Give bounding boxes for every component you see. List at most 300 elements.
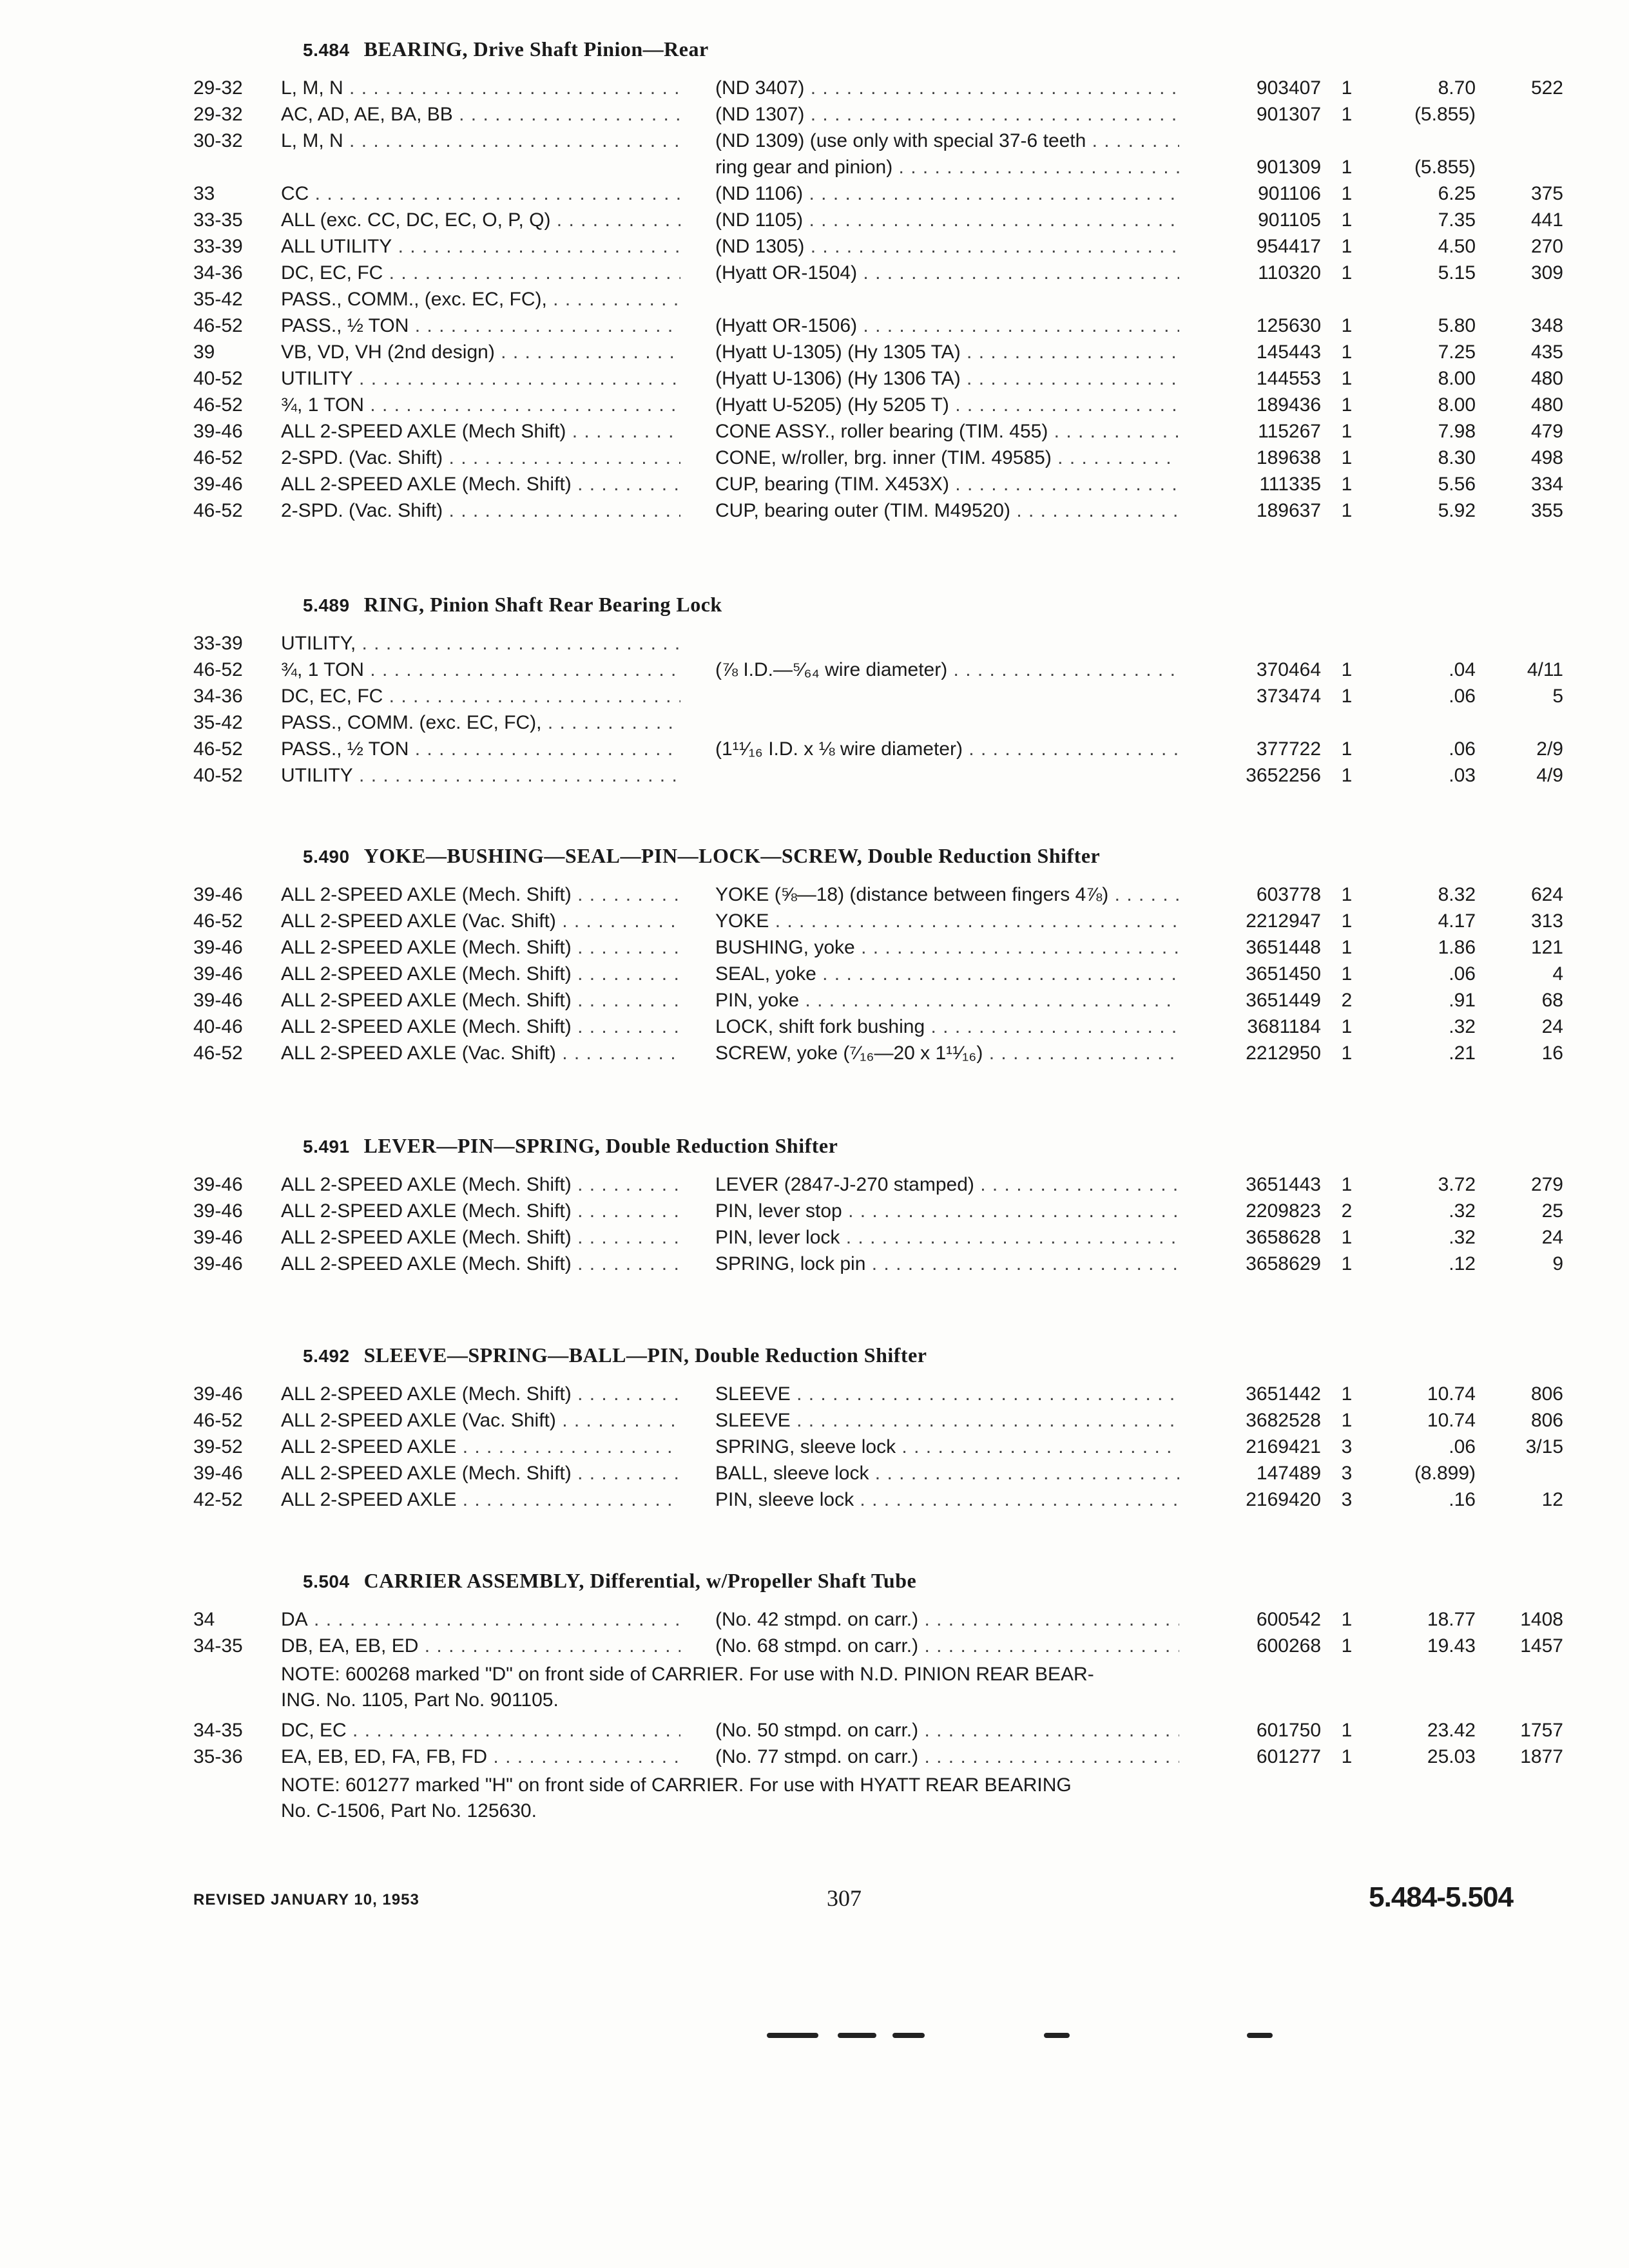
description-text: (No. 77 stmpd. on carr.) . . . xyxy=(715,1746,1179,1768)
year-cell: 34 xyxy=(193,1609,215,1630)
part-number-cell: 2212947 xyxy=(1246,910,1321,932)
table-row xyxy=(193,1461,1534,1488)
table-row xyxy=(193,155,1534,182)
table-row xyxy=(193,631,1534,658)
model-text: VB, VD, VH (2nd design) . . . xyxy=(281,341,680,363)
model-text: DA . . . xyxy=(281,1609,680,1631)
price-cell: 8.00 xyxy=(1438,394,1476,416)
weight-cell: 334 xyxy=(1530,474,1563,495)
section-title xyxy=(303,1343,1534,1382)
scan-mark xyxy=(1044,2033,1070,2038)
price-cell: .06 xyxy=(1449,738,1476,760)
quantity-cell: 2 xyxy=(1341,990,1353,1011)
part-number-cell: 373474 xyxy=(1256,686,1321,707)
section-number: 5.490 xyxy=(303,847,350,867)
model-text: ALL 2-SPEED AXLE (Mech. Shift) . . . xyxy=(281,937,680,959)
year-cell: 42-52 xyxy=(193,1489,243,1510)
description-text: (ND 1305) . . . xyxy=(715,236,1179,258)
part-number-cell: 145443 xyxy=(1256,341,1321,363)
table-row xyxy=(193,1199,1563,1225)
table-row xyxy=(193,1435,1563,1461)
weight-cell: 480 xyxy=(1530,368,1563,389)
weight-cell: 5 xyxy=(1552,686,1563,707)
model-text: DC, EC, FC . . . xyxy=(281,686,680,707)
section-title xyxy=(303,1134,1534,1173)
quantity-cell: 1 xyxy=(1341,368,1353,389)
part-number-cell: 3651448 xyxy=(1246,937,1321,958)
part-number-cell: 3651442 xyxy=(1246,1383,1321,1405)
year-cell: 39-46 xyxy=(193,1253,243,1274)
weight-cell: 375 xyxy=(1530,183,1563,204)
part-number-cell: 901309 xyxy=(1256,157,1321,178)
table-row xyxy=(193,737,1563,764)
section-5-489 xyxy=(193,593,1563,790)
weight-cell: 1408 xyxy=(1520,1609,1563,1630)
description-text: (No. 68 stmpd. on carr.) . . . xyxy=(715,1635,1179,1657)
model-text: DC, EC, FC . . . xyxy=(281,262,680,284)
description-text: (ND 1105) . . . xyxy=(715,209,1179,231)
part-number-cell: 115267 xyxy=(1258,421,1321,442)
part-number-cell: 377722 xyxy=(1256,738,1321,760)
page-number: 307 xyxy=(827,1885,862,1911)
quantity-cell: 1 xyxy=(1341,474,1353,495)
description-cell xyxy=(715,712,1379,734)
section-5-504 xyxy=(193,1569,1563,1829)
section-heading: CARRIER ASSEMBLY, Differential, w/Propeller Shaft Tube xyxy=(363,1569,917,1592)
year-cell: 39-46 xyxy=(193,937,243,958)
weight-cell: 313 xyxy=(1530,910,1563,932)
scan-mark xyxy=(892,2033,925,2038)
model-text: ALL (exc. CC, DC, EC, O, P, Q) . . . xyxy=(281,209,680,231)
price-cell: 8.00 xyxy=(1438,368,1476,389)
model-text: L, M, N . . . xyxy=(281,77,680,99)
table-row xyxy=(193,76,1563,102)
description-text: (⅞ I.D.—⁵⁄₆₄ wire diameter) . . . xyxy=(715,659,1179,681)
weight-cell: 1877 xyxy=(1520,1746,1563,1767)
price-cell: (8.899) xyxy=(1414,1463,1476,1484)
quantity-cell: 1 xyxy=(1341,1016,1353,1037)
quantity-cell: 3 xyxy=(1341,1436,1353,1457)
description-text: SEAL, yoke . . . xyxy=(715,963,1179,985)
year-cell: 39-46 xyxy=(193,1174,243,1195)
table-row xyxy=(193,287,1534,314)
year-cell: 46-52 xyxy=(193,659,243,680)
table-row xyxy=(193,909,1563,936)
description-text: CONE ASSY., roller bearing (TIM. 455) . . . xyxy=(715,421,1179,443)
quantity-cell: 1 xyxy=(1341,686,1353,707)
quantity-cell: 1 xyxy=(1341,1635,1353,1657)
model-text: ALL 2-SPEED AXLE (Mech. Shift) . . . xyxy=(281,1200,680,1222)
description-text: (Hyatt OR-1504) . . . xyxy=(715,262,1179,284)
model-text: ALL 2-SPEED AXLE (Mech. Shift) . . . xyxy=(281,1253,680,1275)
model-text: ALL 2-SPEED AXLE (Mech Shift) . . . xyxy=(281,421,680,443)
model-text: ALL 2-SPEED AXLE (Mech. Shift) . . . xyxy=(281,963,680,985)
weight-cell: 2/9 xyxy=(1536,738,1563,760)
part-number-cell: 110320 xyxy=(1258,262,1321,284)
description-text: (Hyatt OR-1506) . . . xyxy=(715,315,1179,337)
model-text: ¾, 1 TON . . . xyxy=(281,394,680,416)
table-row xyxy=(193,764,1563,790)
weight-cell: 16 xyxy=(1541,1043,1563,1064)
description-text: BUSHING, yoke . . . xyxy=(715,937,1179,959)
model-text: EA, EB, ED, FA, FB, FD . . . xyxy=(281,1746,680,1768)
quantity-cell: 1 xyxy=(1341,910,1353,932)
model-text: ALL 2-SPEED AXLE (Mech. Shift) . . . xyxy=(281,474,680,495)
part-number-cell: 3652256 xyxy=(1246,765,1321,786)
year-cell: 39-46 xyxy=(193,963,243,985)
weight-cell: 309 xyxy=(1530,262,1563,284)
model-text: 2-SPD. (Vac. Shift) . . . xyxy=(281,447,680,469)
price-cell: .03 xyxy=(1449,765,1476,786)
quantity-cell: 1 xyxy=(1341,394,1353,416)
quantity-cell: 1 xyxy=(1341,183,1353,204)
quantity-cell: 1 xyxy=(1341,341,1353,363)
year-cell: 40-46 xyxy=(193,1016,243,1037)
section-heading: BEARING, Drive Shaft Pinion—Rear xyxy=(363,37,709,61)
weight-cell: 4/9 xyxy=(1536,765,1563,786)
year-cell: 39-46 xyxy=(193,421,243,442)
price-cell: 7.35 xyxy=(1438,209,1476,231)
table-row xyxy=(193,367,1563,393)
section-heading: SLEEVE—SPRING—BALL—PIN, Double Reduction Shifter xyxy=(363,1343,927,1367)
table-row xyxy=(193,472,1563,499)
quantity-cell: 1 xyxy=(1341,1043,1353,1064)
weight-cell: 121 xyxy=(1530,937,1563,958)
quantity-cell: 3 xyxy=(1341,1489,1353,1510)
model-text: PASS., ½ TON . . . xyxy=(281,315,680,337)
part-number-cell: 189637 xyxy=(1256,500,1321,521)
description-text: (No. 50 stmpd. on carr.) . . . xyxy=(715,1720,1179,1742)
price-cell: .32 xyxy=(1449,1200,1476,1222)
weight-cell: 441 xyxy=(1530,209,1563,231)
quantity-cell: 1 xyxy=(1341,447,1353,468)
price-cell: .21 xyxy=(1449,1043,1476,1064)
quantity-cell: 1 xyxy=(1341,209,1353,231)
table-row xyxy=(193,711,1534,737)
weight-cell: 24 xyxy=(1541,1016,1563,1037)
table-row xyxy=(193,102,1534,129)
part-number-cell: 370464 xyxy=(1256,659,1321,680)
section-5-492 xyxy=(193,1343,1563,1514)
year-cell: 33-35 xyxy=(193,209,243,231)
part-number-cell: 189638 xyxy=(1256,447,1321,468)
model-text: L, M, N . . . xyxy=(281,130,680,152)
table-row xyxy=(193,1225,1563,1252)
section-title xyxy=(303,593,1534,631)
model-text: ALL 2-SPEED AXLE (Vac. Shift) . . . xyxy=(281,1043,680,1064)
table-row xyxy=(193,1408,1563,1435)
year-cell: 46-52 xyxy=(193,315,243,336)
description-text: SPRING, sleeve lock . . . xyxy=(715,1436,1179,1458)
table-row xyxy=(193,340,1563,367)
year-cell: 33-39 xyxy=(193,236,243,257)
weight-cell: 355 xyxy=(1530,500,1563,521)
price-cell: 5.56 xyxy=(1438,474,1476,495)
year-cell: 40-52 xyxy=(193,368,243,389)
table-row xyxy=(193,182,1563,208)
description-text: (ND 1309) (use only with special 37-6 teeth . . . xyxy=(715,130,1179,152)
table-row xyxy=(193,1608,1563,1634)
year-cell: 35-36 xyxy=(193,1746,243,1767)
weight-cell: 498 xyxy=(1530,447,1563,468)
quantity-cell: 2 xyxy=(1341,1200,1353,1222)
weight-cell: 9 xyxy=(1552,1253,1563,1274)
part-number-cell: 600268 xyxy=(1256,1635,1321,1657)
quantity-cell: 1 xyxy=(1341,765,1353,786)
quantity-cell: 1 xyxy=(1341,1746,1353,1767)
table-row xyxy=(193,1173,1563,1199)
quantity-cell: 1 xyxy=(1341,421,1353,442)
model-text: DB, EA, EB, ED . . . xyxy=(281,1635,680,1657)
weight-cell: 348 xyxy=(1530,315,1563,336)
price-cell: .32 xyxy=(1449,1227,1476,1248)
quantity-cell: 1 xyxy=(1341,500,1353,521)
price-cell: .32 xyxy=(1449,1016,1476,1037)
model-text: ALL 2-SPEED AXLE (Vac. Shift) . . . xyxy=(281,910,680,932)
description-text: (Hyatt U-1306) (Hy 1306 TA) . . . xyxy=(715,368,1179,390)
section-heading: LEVER—PIN—SPRING, Double Reduction Shifter xyxy=(363,1134,838,1157)
description-cell xyxy=(715,633,1379,655)
weight-cell: 68 xyxy=(1541,990,1563,1011)
description-text: SPRING, lock pin . . . xyxy=(715,1253,1179,1275)
price-cell: 7.25 xyxy=(1438,341,1476,363)
table-row xyxy=(193,446,1563,472)
description-text: SLEEVE . . . xyxy=(715,1383,1179,1405)
price-cell: 1.86 xyxy=(1438,937,1476,958)
weight-cell: 806 xyxy=(1530,1410,1563,1431)
model-text: ALL 2-SPEED AXLE (Mech. Shift) . . . xyxy=(281,884,680,906)
part-number-cell: 3651443 xyxy=(1246,1174,1321,1195)
part-number-cell: 189436 xyxy=(1256,394,1321,416)
note-text: NOTE: 601277 marked "H" on front side of CARRIER. For use with HYATT REAR BEARING No. C-1506, Part No. 125630. xyxy=(281,1774,1072,1821)
price-cell: .16 xyxy=(1449,1489,1476,1510)
description-text: LOCK, shift fork bushing . . . xyxy=(715,1016,1179,1038)
part-number-cell: 125630 xyxy=(1256,315,1321,336)
description-text: ring gear and pinion) . . . xyxy=(715,157,1179,178)
section-title xyxy=(303,844,1534,883)
price-cell: 4.17 xyxy=(1438,910,1476,932)
section-heading: YOKE—BUSHING—SEAL—PIN—LOCK—SCREW, Double Reduction Shifter xyxy=(363,844,1101,867)
table-row xyxy=(193,261,1563,287)
year-cell: 35-42 xyxy=(193,712,243,733)
quantity-cell: 1 xyxy=(1341,738,1353,760)
model-text: PASS., COMM. (exc. EC, FC), . . . xyxy=(281,712,680,734)
year-cell: 29-32 xyxy=(193,77,243,99)
part-number-cell: 901106 xyxy=(1258,183,1321,204)
model-text: ALL 2-SPEED AXLE (Mech. Shift) . . . xyxy=(281,1174,680,1196)
section-number: 5.484 xyxy=(303,40,350,60)
table-row xyxy=(193,419,1563,446)
year-cell: 39-46 xyxy=(193,884,243,905)
section-number: 5.489 xyxy=(303,595,350,615)
model-text: ALL 2-SPEED AXLE . . . xyxy=(281,1489,680,1511)
year-cell: 34-36 xyxy=(193,686,243,707)
table-row xyxy=(193,208,1563,235)
description-text: YOKE (⅝—18) (distance between fingers 4⅞) . . . xyxy=(715,884,1179,906)
table-row xyxy=(193,684,1563,711)
weight-cell: 4 xyxy=(1552,963,1563,985)
quantity-cell: 1 xyxy=(1341,659,1353,680)
year-cell: 39-52 xyxy=(193,1436,243,1457)
model-text: PASS., ½ TON . . . xyxy=(281,738,680,760)
weight-cell: 24 xyxy=(1541,1227,1563,1248)
quantity-cell: 1 xyxy=(1341,315,1353,336)
year-cell: 39-46 xyxy=(193,1383,243,1405)
table-row xyxy=(193,988,1563,1015)
part-number-cell: 2212950 xyxy=(1246,1043,1321,1064)
part-number-cell: 2169421 xyxy=(1246,1436,1321,1457)
weight-cell: 435 xyxy=(1530,341,1563,363)
table-row xyxy=(193,499,1563,525)
price-cell: 10.74 xyxy=(1427,1410,1476,1431)
section-number: 5.491 xyxy=(303,1137,350,1157)
year-cell: 46-52 xyxy=(193,1043,243,1064)
quantity-cell: 1 xyxy=(1341,1253,1353,1274)
year-cell: 29-32 xyxy=(193,104,243,125)
table-row xyxy=(193,1488,1563,1514)
year-cell: 46-52 xyxy=(193,394,243,416)
model-text: ALL 2-SPEED AXLE (Vac. Shift) . . . xyxy=(281,1410,680,1432)
price-cell: 8.70 xyxy=(1438,77,1476,99)
parts-table xyxy=(193,76,1563,525)
model-text: ALL 2-SPEED AXLE . . . xyxy=(281,1436,680,1458)
quantity-cell: 1 xyxy=(1341,104,1353,125)
section-5-491 xyxy=(193,1134,1563,1278)
year-cell: 40-52 xyxy=(193,765,243,786)
table-row xyxy=(193,235,1563,261)
part-number-cell: 3658629 xyxy=(1246,1253,1321,1274)
model-text: ALL 2-SPEED AXLE (Mech. Shift) . . . xyxy=(281,1016,680,1038)
description-text: (Hyatt U-1305) (Hy 1305 TA) . . . xyxy=(715,341,1179,363)
description-text: (1¹¹⁄₁₆ I.D. x ⅛ wire diameter) . . . xyxy=(715,738,1179,760)
year-cell: 46-52 xyxy=(193,500,243,521)
part-number-cell: 3682528 xyxy=(1246,1410,1321,1431)
part-number-cell: 144553 xyxy=(1256,368,1321,389)
table-row xyxy=(193,936,1563,962)
description-text: (ND 1106) . . . xyxy=(715,183,1179,205)
price-cell: .06 xyxy=(1449,686,1476,707)
price-cell: 18.77 xyxy=(1427,1609,1476,1630)
model-text: ALL 2-SPEED AXLE (Mech. Shift) . . . xyxy=(281,990,680,1012)
year-cell: 30-32 xyxy=(193,130,243,151)
part-number-cell: 603778 xyxy=(1256,884,1321,905)
part-number-cell: 147489 xyxy=(1256,1463,1321,1484)
weight-cell: 4/11 xyxy=(1527,659,1563,680)
table-row xyxy=(193,393,1563,419)
weight-cell: 25 xyxy=(1541,1200,1563,1222)
model-text: CC . . . xyxy=(281,183,680,205)
quantity-cell: 1 xyxy=(1341,1174,1353,1195)
description-text: PIN, yoke . . . xyxy=(715,990,1179,1012)
price-cell: 25.03 xyxy=(1427,1746,1476,1767)
description-cell xyxy=(715,130,1379,157)
year-cell: 39-46 xyxy=(193,1227,243,1248)
model-text: ALL 2-SPEED AXLE (Mech. Shift) . . . xyxy=(281,1383,680,1405)
part-number-cell: 111335 xyxy=(1259,474,1321,495)
price-cell: 6.25 xyxy=(1438,183,1476,204)
price-cell: 8.32 xyxy=(1438,884,1476,905)
table-row xyxy=(193,1718,1563,1745)
part-number-cell: 954417 xyxy=(1256,236,1321,257)
description-text: CUP, bearing outer (TIM. M49520) . . . xyxy=(715,500,1179,522)
table-row xyxy=(193,1745,1563,1771)
price-cell: 4.50 xyxy=(1438,236,1476,257)
section-number: 5.504 xyxy=(303,1571,350,1591)
quantity-cell: 1 xyxy=(1341,236,1353,257)
model-text: UTILITY . . . xyxy=(281,368,680,390)
part-number-cell: 3658628 xyxy=(1246,1227,1321,1248)
price-cell: .91 xyxy=(1449,990,1476,1011)
description-text: PIN, sleeve lock . . . xyxy=(715,1489,1179,1511)
price-cell: 3.72 xyxy=(1438,1174,1476,1195)
scan-mark xyxy=(838,2033,876,2038)
year-cell: 39 xyxy=(193,341,215,363)
price-cell: .06 xyxy=(1449,963,1476,985)
part-number-cell: 601750 xyxy=(1256,1720,1321,1741)
year-cell: 39-46 xyxy=(193,1463,243,1484)
table-row xyxy=(193,1041,1563,1068)
price-cell: 5.15 xyxy=(1438,262,1476,284)
table-row xyxy=(193,1252,1563,1278)
part-number-cell: 901307 xyxy=(1256,104,1321,125)
part-number-cell: 901105 xyxy=(1258,209,1321,231)
model-text: ¾, 1 TON . . . xyxy=(281,659,680,681)
model-text: 2-SPD. (Vac. Shift) . . . xyxy=(281,500,680,522)
price-cell: 5.92 xyxy=(1438,500,1476,521)
weight-cell: 12 xyxy=(1541,1489,1563,1510)
year-cell: 34-35 xyxy=(193,1635,243,1657)
weight-cell: 1757 xyxy=(1520,1720,1563,1741)
year-cell: 39-46 xyxy=(193,990,243,1011)
year-cell: 33-39 xyxy=(193,633,243,654)
year-cell: 34-35 xyxy=(193,1720,243,1741)
weight-cell: 3/15 xyxy=(1525,1436,1563,1457)
quantity-cell: 1 xyxy=(1341,937,1353,958)
description-text: (No. 42 stmpd. on carr.) . . . xyxy=(715,1609,1179,1631)
year-cell: 46-52 xyxy=(193,1410,243,1431)
weight-cell: 480 xyxy=(1530,394,1563,416)
quantity-cell: 1 xyxy=(1341,77,1353,99)
model-text: UTILITY . . . xyxy=(281,765,680,787)
section-number: 5.492 xyxy=(303,1346,350,1366)
weight-cell: 279 xyxy=(1530,1174,1563,1195)
revised-date: REVISED JANUARY 10, 1953 xyxy=(193,1891,419,1908)
model-text: PASS., COMM., (exc. EC, FC), . . . xyxy=(281,289,680,311)
price-cell: (5.855) xyxy=(1414,104,1476,125)
description-text: YOKE . . . xyxy=(715,910,1179,932)
description-text: CONE, w/roller, brg. inner (TIM. 49585) . . . xyxy=(715,447,1179,469)
price-cell: .06 xyxy=(1449,1436,1476,1457)
quantity-cell: 1 xyxy=(1341,1609,1353,1630)
section-title xyxy=(303,37,1534,76)
year-cell: 46-52 xyxy=(193,738,243,760)
price-cell: 23.42 xyxy=(1427,1720,1476,1741)
table-row xyxy=(193,314,1563,340)
parts-table xyxy=(193,883,1563,1068)
section-5-484 xyxy=(193,37,1563,525)
weight-cell: 270 xyxy=(1530,236,1563,257)
year-cell: 35-42 xyxy=(193,289,243,310)
parts-table xyxy=(193,1608,1563,1829)
price-cell: 8.30 xyxy=(1438,447,1476,468)
quantity-cell: 1 xyxy=(1341,1383,1353,1405)
model-text: ALL 2-SPEED AXLE (Mech. Shift) . . . xyxy=(281,1227,680,1249)
scan-mark xyxy=(1247,2033,1273,2038)
quantity-cell: 1 xyxy=(1341,262,1353,284)
quantity-cell: 1 xyxy=(1341,963,1353,985)
quantity-cell: 1 xyxy=(1341,1720,1353,1741)
section-heading: RING, Pinion Shaft Rear Bearing Lock xyxy=(363,593,722,616)
